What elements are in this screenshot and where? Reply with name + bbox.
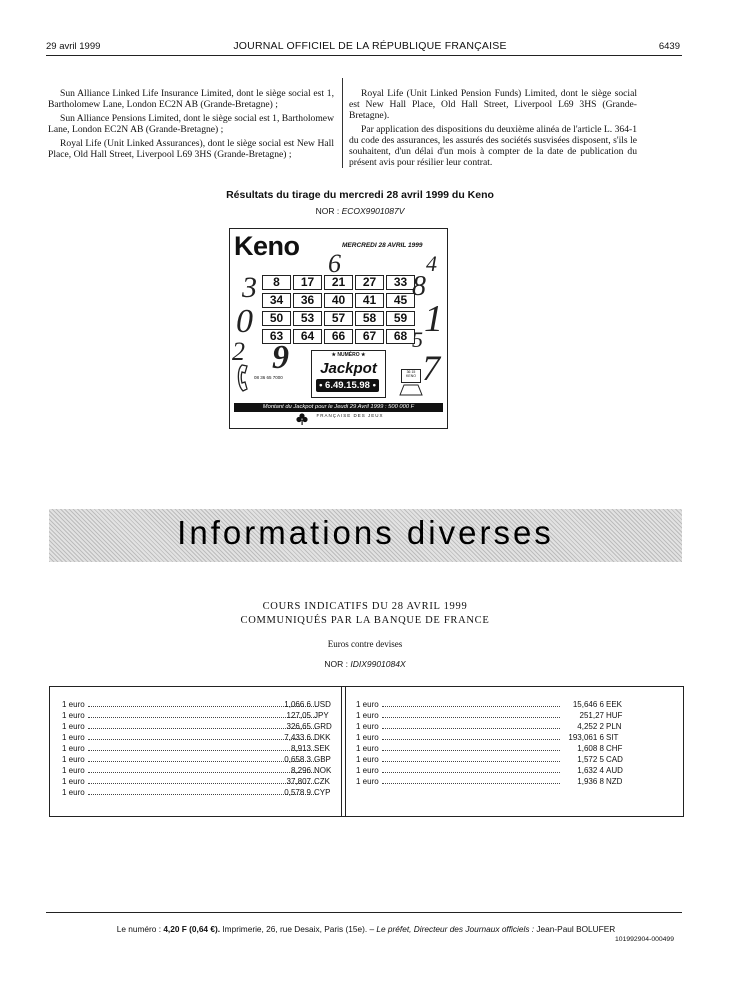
footer-code: 101992904-000499: [615, 936, 674, 943]
jackpot-amount-banner: Montant du Jackpot pour le Jeudi 29 Avril 1999 : 500 000 F: [234, 403, 443, 412]
dot-leader: [88, 772, 316, 773]
keno-number-cell: 21: [324, 275, 353, 290]
rate-label: 1 euro: [62, 700, 85, 709]
rate-value: 37,807: [286, 777, 311, 786]
rate-currency: CHF: [606, 744, 623, 753]
rate-currency: GRD: [314, 722, 332, 731]
rate-value: 0,578 9: [284, 788, 311, 797]
rate-value: 1,936 8: [577, 777, 604, 786]
keno-ticket: [229, 228, 448, 429]
handwritten-number: 0: [236, 303, 253, 340]
paragraph: Royal Life (Unit Linked Pension Funds) Limited, dont le siège social est New Hall Place, Old Hall Street, Liverpool L69 3HS (Grande-Bretagne).: [349, 88, 637, 121]
rate-label: 1 euro: [356, 777, 379, 786]
rate-currency: CYP: [314, 788, 331, 797]
keno-number-cell: 53: [293, 311, 322, 326]
rate-label: 1 euro: [62, 733, 85, 742]
rate-currency: JPY: [314, 711, 329, 720]
dot-leader: [382, 761, 560, 762]
rate-value: 8,913: [290, 744, 311, 753]
rate-value: 1,632 4: [577, 766, 604, 775]
footer-printer: Imprimerie, 26, rue Desaix, Paris (15e). –: [222, 924, 375, 934]
rate-value: 1,066 6: [284, 700, 311, 709]
keno-heading: Résultats du tirage du mercredi 28 avril 1999 du Keno: [226, 189, 494, 201]
handwritten-number: 7: [422, 348, 440, 388]
dot-leader: [382, 706, 560, 707]
rate-value: 251,27: [579, 711, 604, 720]
rate-label: 1 euro: [356, 755, 379, 764]
rate-value: 0,658 3: [284, 755, 311, 764]
rate-row: [356, 776, 636, 787]
rate-currency: DKK: [314, 733, 331, 742]
keno-number-cell: 63: [262, 329, 291, 344]
rates-heading: COMMUNIQUÉS PAR LA BANQUE DE FRANCE: [240, 615, 490, 626]
rate-row: [356, 710, 636, 721]
section-banner: [49, 509, 682, 562]
rate-row: [62, 787, 344, 798]
minitel-box: 36 15 KENO: [401, 369, 421, 383]
keno-number-cell: 67: [355, 329, 384, 344]
keno-number-cell: 64: [293, 329, 322, 344]
rate-row: [356, 765, 636, 776]
rate-row: [62, 710, 344, 721]
keno-number-cell: 66: [324, 329, 353, 344]
paragraph: Sun Alliance Linked Life Insurance Limited, dont le siège social est 1, Bartholomew Lane, London EC2N AB (Grande-Bretagne) ;: [48, 88, 334, 110]
dot-leader: [88, 728, 316, 729]
keno-number-cell: 36: [293, 293, 322, 308]
rates-nor: [120, 659, 610, 669]
header-date: 29 avril 1999: [46, 41, 101, 52]
jackpot-number: • 6.49.15.98 •: [316, 379, 379, 392]
page-number: 6439: [658, 41, 680, 52]
rate-currency: HUF: [606, 711, 623, 720]
keno-number-cell: 41: [355, 293, 384, 308]
rate-value: 7,433 6: [284, 733, 311, 742]
dot-leader: [382, 783, 560, 784]
rate-row: [62, 765, 344, 776]
keno-number-cell: 50: [262, 311, 291, 326]
rates-heading: COURS INDICATIFS DU 28 AVRIL 1999: [262, 601, 468, 612]
rate-row: [62, 754, 344, 765]
rate-label: 1 euro: [62, 766, 85, 775]
phone-number: 08 36 65 7000: [254, 375, 283, 380]
handwritten-number: 8: [412, 271, 426, 302]
column-divider: [342, 78, 343, 168]
keno-number-cell: 8: [262, 275, 291, 290]
rate-currency: PLN: [606, 722, 622, 731]
handwritten-number: 6: [328, 249, 341, 278]
rate-row: [356, 732, 636, 743]
dot-leader: [382, 739, 560, 740]
dot-leader: [88, 761, 316, 762]
rate-label: 1 euro: [62, 788, 85, 797]
rate-currency: NOK: [314, 766, 332, 775]
keno-ticket-date: MERCREDI 28 AVRIL 1999: [342, 242, 423, 249]
rate-currency: SEK: [314, 744, 331, 753]
rate-row: [62, 776, 344, 787]
rate-currency: EEK: [606, 700, 623, 709]
rate-value: 4,252 2: [577, 722, 604, 731]
keno-number-cell: 57: [324, 311, 353, 326]
rate-label: 1 euro: [62, 722, 85, 731]
handwritten-number: 9: [272, 339, 289, 376]
footer-director-name: Jean-Paul BOLUFER: [536, 924, 616, 934]
rate-label: 1 euro: [62, 744, 85, 753]
jackpot-label: ★ NUMÉRO ★: [331, 352, 366, 358]
rate-value: 1,572 5: [577, 755, 604, 764]
rate-value: 15,646 6: [572, 700, 604, 709]
rate-row: [62, 721, 344, 732]
dot-leader: [88, 794, 316, 795]
rate-label: 1 euro: [62, 755, 85, 764]
rate-value: 326,65: [286, 722, 311, 731]
rate-row: [356, 721, 636, 732]
keno-number-cell: 33: [386, 275, 415, 290]
paragraph: Royal Life (Unit Linked Assurances), dont le siège social est New Hall Place, Old Hall Street, Liverpool L69 3HS (Grande-Bretagne) ;: [48, 138, 334, 160]
keno-number-cell: 27: [355, 275, 384, 290]
paragraph: Sun Alliance Pensions Limited, dont le siège social est 1, Bartholomew Lane, London EC2N AB (Grande-Bretagne) ;: [48, 113, 334, 135]
keno-number-cell: 34: [262, 293, 291, 308]
jackpot-box: [311, 350, 386, 398]
nor-label: NOR :: [324, 659, 348, 669]
dot-leader: [382, 717, 560, 718]
rate-currency: SIT: [606, 733, 619, 742]
keno-nor: [120, 206, 600, 216]
rate-row: [356, 754, 636, 765]
nor-code: IDIX9901084X: [350, 659, 406, 669]
dot-leader: [88, 739, 316, 740]
paragraph: Par application des dispositions du deuxième alinéa de l'article L. 364-1 du code des assurances, les assurés des sociétés susvisées disposent, s'ils le souhaitent, d'un délai d'un mois à compter de la date de publication du présent avis pour résilier leur contrat.: [349, 124, 637, 168]
dot-leader: [88, 706, 316, 707]
keno-number-cell: 58: [355, 311, 384, 326]
handwritten-number: 4: [426, 251, 437, 276]
minitel-icon: [398, 383, 424, 397]
rate-currency: CAD: [606, 755, 623, 764]
rate-value: 127,05: [286, 711, 311, 720]
rate-value: 1,608 8: [577, 744, 604, 753]
dot-leader: [382, 772, 560, 773]
handwritten-number: 2: [232, 337, 245, 366]
journal-title: JOURNAL OFFICIEL DE LA RÉPUBLIQUE FRANÇAISE: [233, 40, 507, 52]
handwritten-number: 5: [412, 327, 423, 352]
rate-row: [62, 743, 344, 754]
rate-row: [356, 699, 636, 710]
rate-label: 1 euro: [356, 700, 379, 709]
footer-director: Le préfet, Directeur des Journaux officiels :: [376, 924, 535, 934]
rate-currency: CZK: [314, 777, 330, 786]
jackpot-word: Jackpot: [320, 360, 377, 377]
rate-label: 1 euro: [356, 766, 379, 775]
footer-rule: [46, 912, 682, 913]
footer-price: 4,20 F (0,64 €).: [163, 924, 221, 934]
keno-number-cell: 45: [386, 293, 415, 308]
keno-number-cell: 17: [293, 275, 322, 290]
dot-leader: [88, 717, 316, 718]
rate-currency: NZD: [606, 777, 623, 786]
right-column: [349, 88, 637, 171]
dot-leader: [382, 750, 560, 751]
rate-value: 193,061 6: [568, 733, 604, 742]
handwritten-number: 3: [242, 271, 257, 304]
rate-currency: GBP: [314, 755, 331, 764]
dot-leader: [88, 783, 316, 784]
footer-text: [58, 924, 674, 934]
header-rule: [46, 55, 682, 56]
section-title: Informations diverses: [177, 514, 554, 551]
handwritten-number: 1: [424, 298, 443, 340]
dot-leader: [88, 750, 316, 751]
rate-label: 1 euro: [62, 711, 85, 720]
footer-prefix: Le numéro :: [116, 924, 161, 934]
dot-leader: [382, 728, 560, 729]
rate-value: 8,296: [290, 766, 311, 775]
rate-currency: USD: [314, 700, 331, 709]
keno-logo: Keno: [234, 231, 300, 261]
keno-number-cell: 68: [386, 329, 415, 344]
rate-label: 1 euro: [356, 711, 379, 720]
nor-code: ECOX9901087V: [341, 206, 405, 216]
rates-subtitle: Euros contre devises: [327, 639, 403, 649]
keno-number-cell: 40: [324, 293, 353, 308]
rate-currency: AUD: [606, 766, 623, 775]
rate-label: 1 euro: [356, 733, 379, 742]
rate-row: [356, 743, 636, 754]
keno-number-cell: 59: [386, 311, 415, 326]
rate-label: 1 euro: [356, 744, 379, 753]
rate-row: [62, 732, 344, 743]
rate-label: 1 euro: [62, 777, 85, 786]
nor-label: NOR :: [315, 206, 340, 216]
rate-row: [62, 699, 344, 710]
rate-label: 1 euro: [356, 722, 379, 731]
fdj-text: FRANÇAISE DES JEUX: [316, 413, 384, 418]
left-column: [48, 88, 334, 163]
